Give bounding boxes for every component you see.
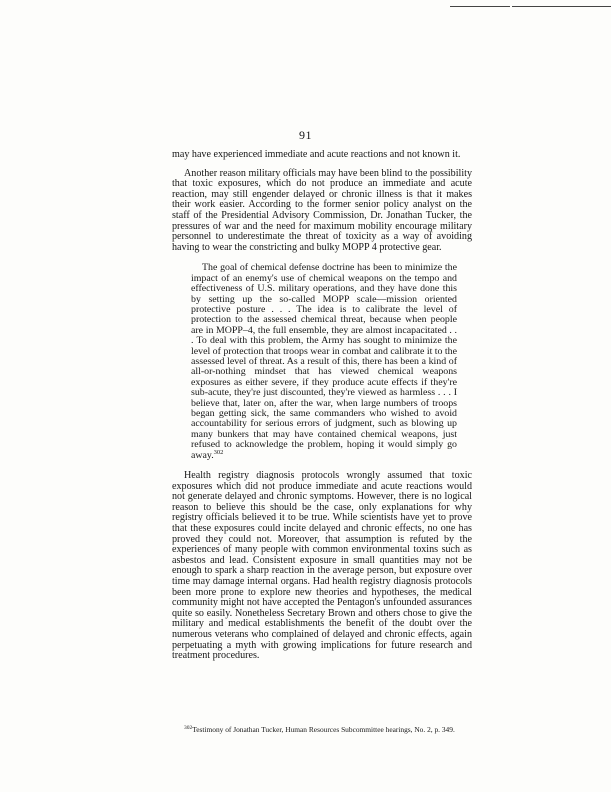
scan-artifact-line [512, 6, 611, 7]
footnote-reference: 302 [213, 448, 224, 456]
footnote [184, 725, 484, 734]
block-quote-text: The goal of chemical defense doctrine has been to minimize the impact of an enemy's use of chemical weapons on the tempo and effectiveness of U.S. military operations, and they have done this by setting up the so-called MOPP scale—mission oriented protective posture . . . The idea is to calibrate the level of protection to the assessed chemical threat, because when people are in MOPP–4, the full ensemble, they are almost incapacitated . . . To deal with this problem, the Army has sought to minimize the level of protection that troops wear in combat and calibrate it to the assessed level of threat. As a result of this, there has been a kind of all-or-nothing mindset that has viewed chemical weapons exposures as either severe, if they produce acute effects if they're sub-acute, they're just discounted, they're viewed as harmless . . . I believe that, later on, after the war, when large numbers of troops began getting sick, the same commanders who wished to avoid accountability for serious errors of judgment, such as blowing up many bunkers that may have contained chemical weapons, just refused to acknowledge the problem, hoping it would simply go away. [191, 262, 457, 461]
page-number: 91 [299, 128, 312, 142]
footnote-text: Testimony of Jonathan Tucker, Human Resources Subcommittee hearings, No. 2, p. 349. [192, 725, 455, 734]
block-quote [191, 263, 457, 461]
body-text [172, 150, 472, 662]
paragraph-continuation: may have experienced immediate and acute reactions and not known it. [172, 149, 461, 160]
footnote-marker: 302 [184, 725, 193, 731]
scan-artifact-line [450, 6, 510, 7]
paragraph-tucker-intro: Another reason military officials may have been blind to the possibility that toxic exposures, which do not produce an immediate and acute reaction, may still engender delayed or chronic illness is that it makes their work easier. According to the former senior policy analyst on the staff of the Presidential Advisory Commission, Dr. Jonathan Tucker, the pressures of war and the need for maximum mobility encourage military personnel to underestimate the threat of toxicity as a way of avoiding having to wear the constricting and bulky MOPP 4 protective gear. [172, 167, 472, 253]
paragraph-health-registry: Health registry diagnosis protocols wrongly assumed that toxic exposures which did not produce immediate and acute reactions would not generate delayed and chronic symptoms. However, there is no logical reason to believe this should be the case, only explanations for why registry officials believed it to be true. While scientists have yet to prove that these exposures could incite delayed and chronic effects, no one has proved they could not. Moreover, that assumption is refuted by the experiences of many people with common environmental toxins such as asbestos and lead. Consistent exposure in small quantities may not be enough to spark a sharp reaction in the average person, but exposure over time may damage internal organs. Had health registry diagnosis protocols been more prone to explore new theories and hypotheses, the medical community might not have accepted the Pentagon's unfounded assurances quite so easily. Nonetheless Secretary Brown and others chose to give the military and medical establishments the benefit of the doubt over the numerous veterans who complained of delayed and chronic effects, again perpetuating a myth with growing implications for future research and treatment procedures. [172, 470, 472, 662]
